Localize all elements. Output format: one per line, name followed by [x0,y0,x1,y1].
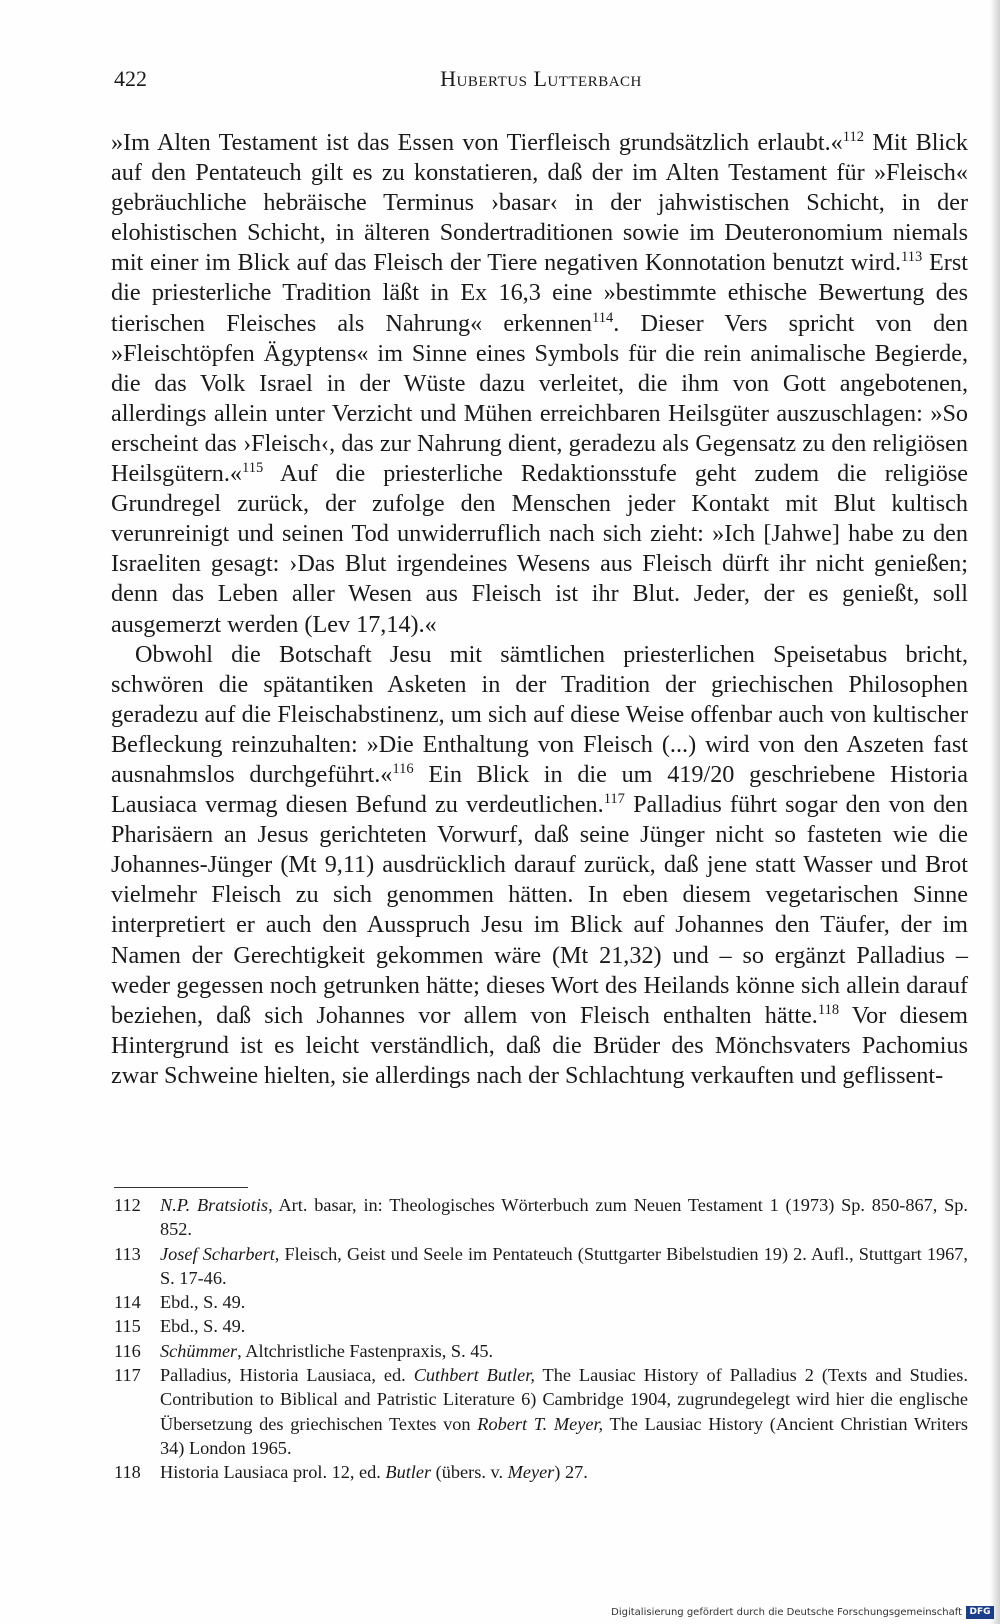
footnote-116 [114,1339,968,1363]
dfg-logo: DFG [966,1606,994,1619]
footnote-author: Schümmer [160,1340,238,1361]
text-segment: Palladius führt sogar den von den Pharisäern an Jesus gerichteten Vorwurf, daß seine Jünger nicht so fasteten wie die Johannes-Jünger (Mt 9,11) ausdrücklich darauf zurück, daß jene statt Wasser und Brot vielmehr Fleisch zu sich genommen hätten. In eben diesem vegetarischen Sinne interpretiert er auch den Ausspruch Jesu im Blick auf Johannes den Täufer, der im Namen der Gerechtigkeit gekommen wäre (Mt 21,32) und – so ergänzt Palladius – weder gegessen noch getrunken hätte; dieses Wort des Heilands könne sich allein darauf beziehen, daß sich Johannes vor allem von Fleisch enthalten hätte. [111,791,969,1029]
footnote-ref-114: 114 [592,309,614,326]
footnote-118 [114,1460,968,1484]
footnote-ref-116: 116 [392,760,414,777]
running-head: Hubertus Lutterbach [440,66,642,91]
footnote-author: Butler [385,1462,432,1483]
footnote-text: ) 27. [554,1462,588,1483]
footnote-author: Meyer [507,1462,555,1483]
body-text [111,128,968,1091]
text-segment: Vor diesem Hintergrund ist es leicht verständlich, daß die Brüder des Mönchsvaters Pachomius zwar Schweine hielten, sie allerdings nach der Schlachtung verkauften und geflissent- [111,1001,968,1089]
footnote-author: N.P. Bratsiotis [160,1195,269,1215]
footnote-author: Josef Scharbert [160,1243,275,1264]
page-header [114,66,968,100]
footnote-117 [114,1363,968,1460]
footnote-text: Ebd., S. 49. [160,1292,246,1313]
footnote-text: Historia Lausiaca prol. 12, ed. [160,1462,386,1483]
footnote-number: 115 [114,1316,141,1337]
footnote-text: Palladius, Historia Lausiaca, ed. [160,1365,414,1386]
footnote-112 [114,1193,968,1242]
footnote-number: 112 [114,1195,141,1215]
paragraph-1 [111,128,968,640]
footnote-ref-115: 115 [242,459,264,476]
paragraph-2 [111,640,968,1091]
digitization-credit: Digitalisierung gefördert durch die Deutsche Forschungsgemeinschaft [611,1607,962,1618]
footnote-number: 117 [114,1365,141,1386]
page-number: 422 [114,66,147,91]
footnote-text: Ebd., S. 49. [160,1316,246,1337]
footnote-number: 118 [114,1462,141,1483]
footnote-ref-117: 117 [603,791,625,807]
footnote-text: , Fleisch, Geist und Seele im Pentateuch (Stuttgarter Bibelstudien 19) 2. Aufl., Stuttgart 1967, S. 17-46. [160,1243,968,1288]
page-edge-shadow [990,0,1000,1624]
footnote-author: Cuthbert Butler, [413,1365,535,1386]
text-segment: Mit Blick auf den Pentateuch gilt es zu konstatieren, daß der im Alten Testament für »Fleisch« gebräuchliche hebräische Terminus ›basar‹ in der jahwistischen Schicht, in der elohistischen Schicht, in älteren Sondertraditionen sowie im Deuteronomium niemals mit einer im Blick auf das Fleisch der Tiere negativen Konnotation benutzt wird. [111,129,968,277]
text-segment: Auf die priesterliche Redaktionsstufe geht zudem die religiöse Grundregel zurück, der zufolge den Menschen jeder Kontakt mit Blut kultisch verunreinigt und seinen Tod unwiderruflich nach sich zieht: »Ich [Jahwe] habe zu den Israeliten gesagt: ›Das Blut irgendeines Wesens aus Fleisch dürft ihr nicht genießen; denn das Leben aller Wesen aus Fleisch ist ihr Blut. Jeder, der es genießt, soll ausgemerzt werden (Lev 17,14).« [111,460,968,638]
footnote-number: 116 [114,1340,141,1361]
footnote-number: 113 [114,1243,141,1264]
footnote-ref-113: 113 [901,249,923,266]
footnote-author: Robert T. Meyer, [477,1413,604,1434]
text-segment: Obwohl die Botschaft Jesu mit sämtlichen priesterlichen Speisetabus bricht, schwören die spätantiken Asketen in der Tradition der griechischen Philosophen geradezu auf die Fleischabstinenz, um sich auf diese Weise offenbar auch von kultischer Befleckung reinzuhalten: »Die Enthaltung von Fleisch (...) wird von den Aszeten fast ausnahmslos durchgeführt.« [111,640,968,788]
footnote-number: 114 [114,1292,141,1313]
text-segment: Erst die priesterliche Tradition läßt in Ex 16,3 eine »bestimmte ethische Bewertung des tierischen Fleisches als Nahrung« erkennen [111,249,968,337]
footnote-divider [114,1187,248,1188]
text-segment: »Im Alten Testament ist das Essen von Tierfleisch grundsätzlich erlaubt.« [111,129,843,156]
footnote-ref-112: 112 [842,128,864,145]
footnote-text: The Lausiac History of Palladius 2 (Texts and Studies. Contribution to Biblical and Patristic Literature 6) Cambridge 1904, zugrundegelegt wird hier die englische Übersetzung des griechischen Textes von [160,1365,968,1434]
footnote-ref-118: 118 [817,1001,840,1018]
footnote-115 [114,1314,968,1338]
footnote-text: , Altchristliche Fastenpraxis, S. 45. [237,1340,494,1361]
footnotes [114,1193,968,1485]
text-segment: . Dieser Vers spricht von den »Fleischtöpfen Ägyptens« im Sinne eines Symbols für die rein animalische Begierde, die das Volk Israel in der Wüste dazu verleitet, die ihm von Gott angebotenen, allerdings allein unter Verzicht und Mühen erreichbaren Heilsgüter auszuschlagen: »So erscheint das ›Fleisch‹, das zur Nahrung dient, geradezu als Gegensatz zu den religiösen Heilsgütern.« [111,309,968,488]
footnote-113 [114,1242,968,1291]
footnote-text: The Lausiac History (Ancient Christian Writers 34) London 1965. [160,1413,968,1458]
footnote-text: (übers. v. [431,1462,508,1483]
footnote-text: , Art. basar, in: Theologisches Wörterbuch zum Neuen Testament 1 (1973) Sp. 850-867, Sp. 852. [160,1195,969,1240]
footnote-114 [114,1290,968,1314]
text-segment: Ein Blick in die um 419/20 geschriebene Historia Lausiaca vermag diesen Befund zu verdeutlichen. [111,760,968,819]
